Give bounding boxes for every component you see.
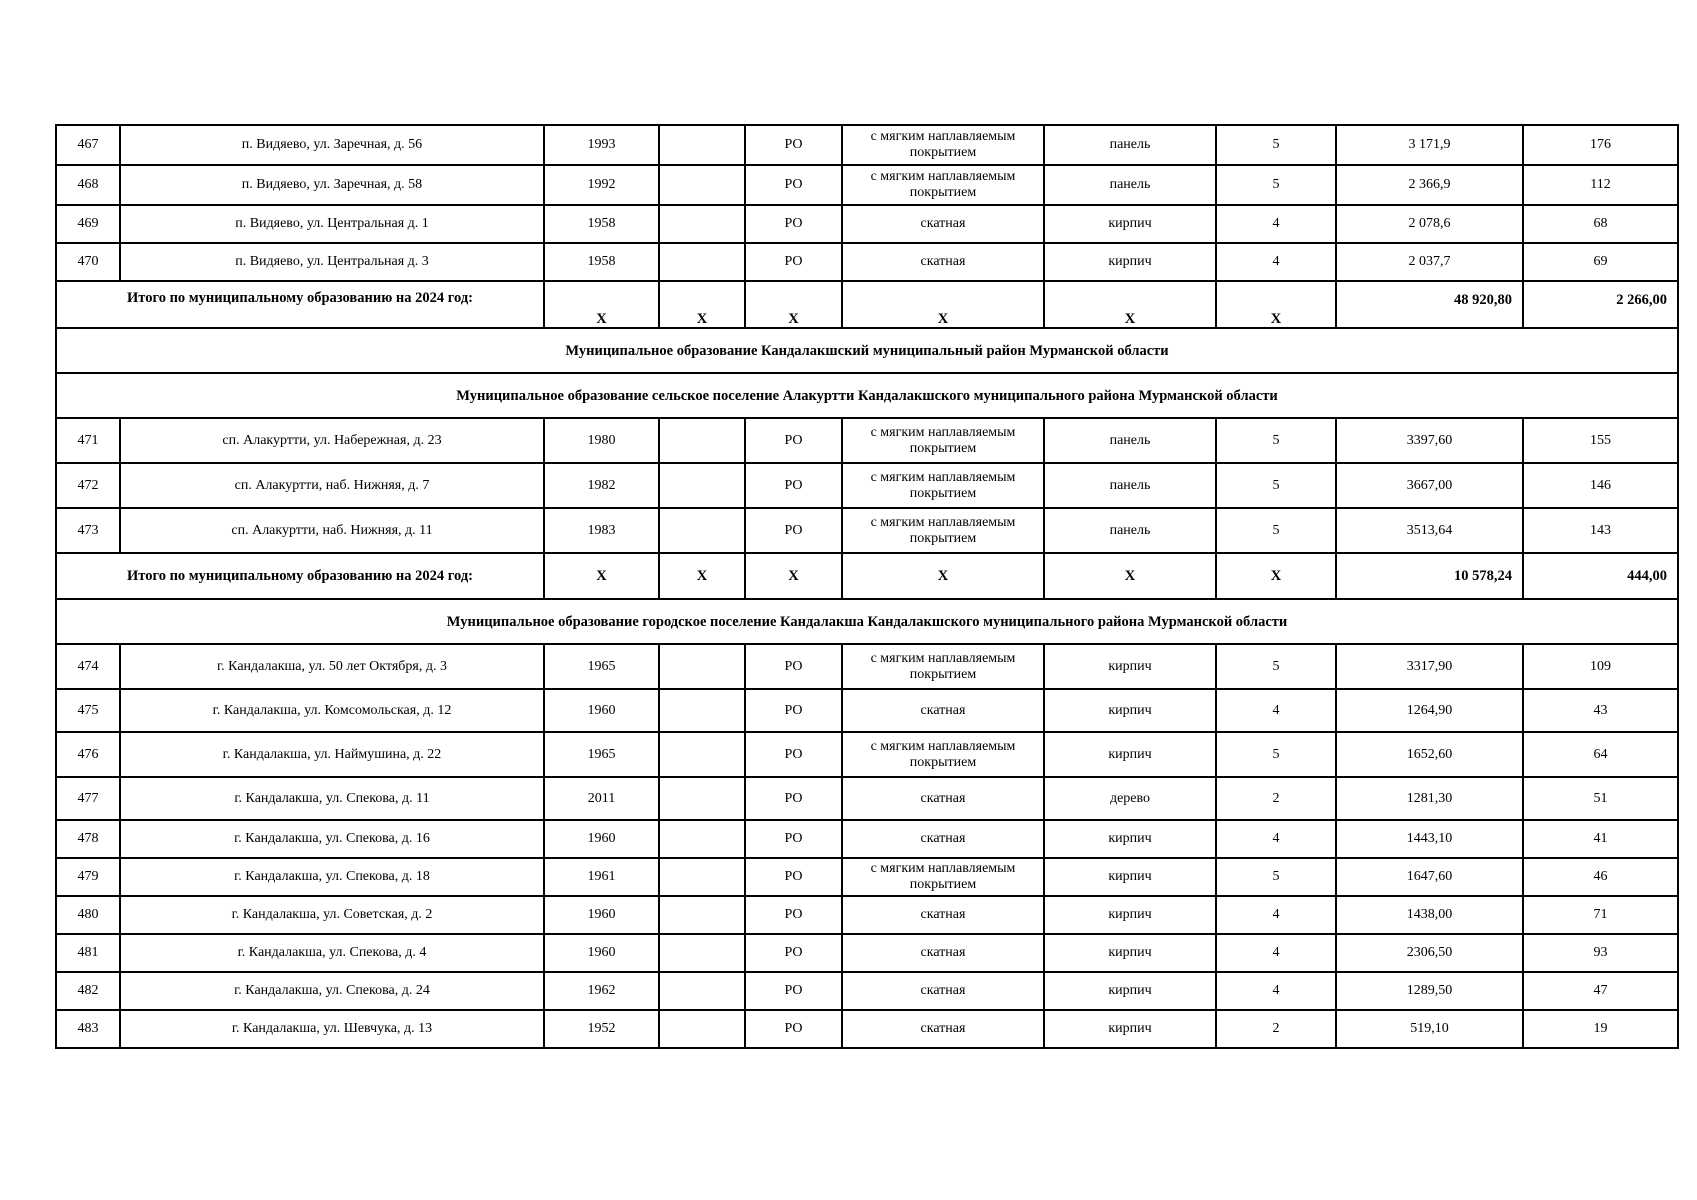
section-title: Муниципальное образование Кандалакшский муниципальный район Мурманской области [56, 328, 1678, 373]
residents-cell: 47 [1523, 972, 1678, 1010]
table-row [56, 418, 1678, 463]
total-x-cell: X [1216, 281, 1336, 328]
table-row [56, 689, 1678, 732]
address-cell: г. Кандалакша, ул. Спекова, д. 16 [120, 820, 544, 858]
address-cell: г. Кандалакша, ул. 50 лет Октября, д. 3 [120, 644, 544, 689]
year-built-cell: 1952 [544, 1010, 659, 1048]
empty-cell [659, 820, 745, 858]
year-built-cell: 1960 [544, 934, 659, 972]
total-count: 2 266,00 [1523, 281, 1678, 328]
table-row [56, 732, 1678, 777]
empty-cell [659, 689, 745, 732]
year-built-cell: 1960 [544, 896, 659, 934]
floors-cell: 5 [1216, 858, 1336, 896]
area-cell: 1264,90 [1336, 689, 1523, 732]
year-built-cell: 1960 [544, 820, 659, 858]
housing-register-table [55, 124, 1679, 1049]
floors-cell: 4 [1216, 820, 1336, 858]
address-cell: г. Кандалакша, ул. Наймушина, д. 22 [120, 732, 544, 777]
wall-material-cell: кирпич [1044, 243, 1216, 281]
address-cell: г. Кандалакша, ул. Шевчука, д. 13 [120, 1010, 544, 1048]
rows-group-c [56, 644, 1678, 1048]
floors-cell: 5 [1216, 165, 1336, 205]
wall-material-cell: панель [1044, 125, 1216, 165]
address-cell: г. Кандалакша, ул. Спекова, д. 18 [120, 858, 544, 896]
floors-cell: 4 [1216, 205, 1336, 243]
area-cell: 2306,50 [1336, 934, 1523, 972]
roof-type-cell: с мягким наплавляемым покрытием [842, 463, 1044, 508]
roof-type-cell: скатная [842, 972, 1044, 1010]
program-cell: РО [745, 732, 842, 777]
row-number-cell: 476 [56, 732, 120, 777]
area-cell: 1281,30 [1336, 777, 1523, 820]
roof-type-cell: скатная [842, 896, 1044, 934]
rows-group-b [56, 418, 1678, 553]
wall-material-cell: кирпич [1044, 858, 1216, 896]
area-cell: 3317,90 [1336, 644, 1523, 689]
residents-cell: 41 [1523, 820, 1678, 858]
year-built-cell: 1965 [544, 732, 659, 777]
roof-type-cell: с мягким наплавляемым покрытием [842, 732, 1044, 777]
year-built-cell: 1958 [544, 243, 659, 281]
wall-material-cell: панель [1044, 165, 1216, 205]
program-cell: РО [745, 972, 842, 1010]
wall-material-cell: панель [1044, 418, 1216, 463]
wall-material-cell: кирпич [1044, 1010, 1216, 1048]
year-built-cell: 1982 [544, 463, 659, 508]
program-cell: РО [745, 1010, 842, 1048]
wall-material-cell: кирпич [1044, 205, 1216, 243]
section-title: Муниципальное образование сельское поселение Алакуртти Кандалакшского муниципального района Мурманской области [56, 373, 1678, 418]
roof-type-cell: скатная [842, 934, 1044, 972]
empty-cell [659, 1010, 745, 1048]
row-number-cell: 479 [56, 858, 120, 896]
program-cell: РО [745, 858, 842, 896]
row-number-cell: 478 [56, 820, 120, 858]
floors-cell: 2 [1216, 777, 1336, 820]
area-cell: 1438,00 [1336, 896, 1523, 934]
floors-cell: 4 [1216, 243, 1336, 281]
residents-cell: 146 [1523, 463, 1678, 508]
empty-cell [659, 418, 745, 463]
total-row [56, 281, 1678, 328]
empty-cell [659, 508, 745, 553]
address-cell: п. Видяево, ул. Заречная, д. 58 [120, 165, 544, 205]
residents-cell: 51 [1523, 777, 1678, 820]
floors-cell: 4 [1216, 689, 1336, 732]
residents-cell: 19 [1523, 1010, 1678, 1048]
area-cell: 519,10 [1336, 1010, 1523, 1048]
row-number-cell: 472 [56, 463, 120, 508]
year-built-cell: 1962 [544, 972, 659, 1010]
row-number-cell: 469 [56, 205, 120, 243]
year-built-cell: 1983 [544, 508, 659, 553]
address-cell: сп. Алакуртти, наб. Нижняя, д. 7 [120, 463, 544, 508]
year-built-cell: 1992 [544, 165, 659, 205]
total-x-cell: X [1216, 553, 1336, 599]
program-cell: РО [745, 896, 842, 934]
table-row [56, 243, 1678, 281]
table-row [56, 165, 1678, 205]
year-built-cell: 2011 [544, 777, 659, 820]
year-built-cell: 1961 [544, 858, 659, 896]
program-cell: РО [745, 508, 842, 553]
rows-group-a [56, 125, 1678, 281]
roof-type-cell: с мягким наплавляемым покрытием [842, 644, 1044, 689]
table-row [56, 1010, 1678, 1048]
area-cell: 3513,64 [1336, 508, 1523, 553]
empty-cell [659, 205, 745, 243]
roof-type-cell: с мягким наплавляемым покрытием [842, 418, 1044, 463]
roof-type-cell: с мягким наплавляемым покрытием [842, 165, 1044, 205]
table-row [56, 858, 1678, 896]
floors-cell: 5 [1216, 125, 1336, 165]
residents-cell: 46 [1523, 858, 1678, 896]
table-row [56, 508, 1678, 553]
address-cell: г. Кандалакша, ул. Спекова, д. 24 [120, 972, 544, 1010]
roof-type-cell: скатная [842, 205, 1044, 243]
empty-cell [659, 732, 745, 777]
program-cell: РО [745, 418, 842, 463]
program-cell: РО [745, 644, 842, 689]
total-area: 48 920,80 [1336, 281, 1523, 328]
program-cell: РО [745, 125, 842, 165]
row-number-cell: 483 [56, 1010, 120, 1048]
table-row [56, 820, 1678, 858]
program-cell: РО [745, 689, 842, 732]
roof-type-cell: скатная [842, 777, 1044, 820]
floors-cell: 5 [1216, 732, 1336, 777]
floors-cell: 5 [1216, 508, 1336, 553]
wall-material-cell: кирпич [1044, 644, 1216, 689]
area-cell: 3 171,9 [1336, 125, 1523, 165]
empty-cell [659, 934, 745, 972]
table-row [56, 463, 1678, 508]
wall-material-cell: панель [1044, 463, 1216, 508]
row-number-cell: 475 [56, 689, 120, 732]
empty-cell [659, 972, 745, 1010]
total-x-cell: X [659, 281, 745, 328]
empty-cell [659, 777, 745, 820]
residents-cell: 93 [1523, 934, 1678, 972]
residents-cell: 69 [1523, 243, 1678, 281]
total-x-cell: X [842, 281, 1044, 328]
section-header-row [56, 373, 1678, 418]
total-label: Итого по муниципальному образованию на 2024 год: [56, 553, 544, 599]
floors-cell: 5 [1216, 463, 1336, 508]
total-x-cell: X [745, 281, 842, 328]
table-row [56, 972, 1678, 1010]
section-header-row [56, 328, 1678, 373]
area-cell: 1647,60 [1336, 858, 1523, 896]
floors-cell: 4 [1216, 972, 1336, 1010]
wall-material-cell: кирпич [1044, 820, 1216, 858]
residents-cell: 143 [1523, 508, 1678, 553]
row-number-cell: 470 [56, 243, 120, 281]
floors-cell: 2 [1216, 1010, 1336, 1048]
wall-material-cell: кирпич [1044, 896, 1216, 934]
area-cell: 2 037,7 [1336, 243, 1523, 281]
area-cell: 1443,10 [1336, 820, 1523, 858]
total-area: 10 578,24 [1336, 553, 1523, 599]
area-cell: 3397,60 [1336, 418, 1523, 463]
floors-cell: 5 [1216, 644, 1336, 689]
roof-type-cell: скатная [842, 1010, 1044, 1048]
roof-type-cell: скатная [842, 820, 1044, 858]
year-built-cell: 1980 [544, 418, 659, 463]
area-cell: 3667,00 [1336, 463, 1523, 508]
table-row [56, 644, 1678, 689]
residents-cell: 176 [1523, 125, 1678, 165]
wall-material-cell: кирпич [1044, 732, 1216, 777]
total-row [56, 553, 1678, 599]
program-cell: РО [745, 205, 842, 243]
program-cell: РО [745, 463, 842, 508]
empty-cell [659, 896, 745, 934]
roof-type-cell: с мягким наплавляемым покрытием [842, 125, 1044, 165]
residents-cell: 68 [1523, 205, 1678, 243]
area-cell: 1652,60 [1336, 732, 1523, 777]
floors-cell: 5 [1216, 418, 1336, 463]
floors-cell: 4 [1216, 896, 1336, 934]
floors-cell: 4 [1216, 934, 1336, 972]
row-number-cell: 482 [56, 972, 120, 1010]
program-cell: РО [745, 934, 842, 972]
row-number-cell: 468 [56, 165, 120, 205]
year-built-cell: 1960 [544, 689, 659, 732]
wall-material-cell: кирпич [1044, 934, 1216, 972]
year-built-cell: 1993 [544, 125, 659, 165]
row-number-cell: 474 [56, 644, 120, 689]
row-number-cell: 473 [56, 508, 120, 553]
area-cell: 1289,50 [1336, 972, 1523, 1010]
total-group-b [56, 553, 1678, 644]
empty-cell [659, 463, 745, 508]
row-number-cell: 481 [56, 934, 120, 972]
total-x-cell: X [544, 553, 659, 599]
address-cell: г. Кандалакша, ул. Комсомольская, д. 12 [120, 689, 544, 732]
section-header-row [56, 599, 1678, 644]
total-label: Итого по муниципальному образованию на 2024 год: [56, 281, 544, 328]
residents-cell: 155 [1523, 418, 1678, 463]
total-x-cell: X [1044, 553, 1216, 599]
wall-material-cell: дерево [1044, 777, 1216, 820]
total-x-cell: X [544, 281, 659, 328]
area-cell: 2 078,6 [1336, 205, 1523, 243]
address-cell: п. Видяево, ул. Центральная д. 1 [120, 205, 544, 243]
table-row [56, 125, 1678, 165]
table-row [56, 934, 1678, 972]
total-x-cell: X [745, 553, 842, 599]
program-cell: РО [745, 243, 842, 281]
residents-cell: 64 [1523, 732, 1678, 777]
address-cell: п. Видяево, ул. Центральная д. 3 [120, 243, 544, 281]
total-x-cell: X [1044, 281, 1216, 328]
year-built-cell: 1965 [544, 644, 659, 689]
empty-cell [659, 243, 745, 281]
address-cell: сп. Алакуртти, наб. Нижняя, д. 11 [120, 508, 544, 553]
empty-cell [659, 125, 745, 165]
row-number-cell: 480 [56, 896, 120, 934]
empty-cell [659, 858, 745, 896]
section-title: Муниципальное образование городское поселение Кандалакша Кандалакшского муниципального района Мурманской области [56, 599, 1678, 644]
roof-type-cell: с мягким наплавляемым покрытием [842, 508, 1044, 553]
residents-cell: 112 [1523, 165, 1678, 205]
year-built-cell: 1958 [544, 205, 659, 243]
area-cell: 2 366,9 [1336, 165, 1523, 205]
row-number-cell: 477 [56, 777, 120, 820]
residents-cell: 71 [1523, 896, 1678, 934]
total-x-cell: X [842, 553, 1044, 599]
address-cell: г. Кандалакша, ул. Спекова, д. 4 [120, 934, 544, 972]
residents-cell: 43 [1523, 689, 1678, 732]
address-cell: сп. Алакуртти, ул. Набережная, д. 23 [120, 418, 544, 463]
total-x-cell: X [659, 553, 745, 599]
program-cell: РО [745, 165, 842, 205]
residents-cell: 109 [1523, 644, 1678, 689]
wall-material-cell: панель [1044, 508, 1216, 553]
roof-type-cell: скатная [842, 243, 1044, 281]
table-row [56, 205, 1678, 243]
total-count: 444,00 [1523, 553, 1678, 599]
address-cell: г. Кандалакша, ул. Спекова, д. 11 [120, 777, 544, 820]
roof-type-cell: скатная [842, 689, 1044, 732]
roof-type-cell: с мягким наплавляемым покрытием [842, 858, 1044, 896]
wall-material-cell: кирпич [1044, 689, 1216, 732]
program-cell: РО [745, 777, 842, 820]
total-group-a [56, 281, 1678, 418]
program-cell: РО [745, 820, 842, 858]
address-cell: г. Кандалакша, ул. Советская, д. 2 [120, 896, 544, 934]
empty-cell [659, 644, 745, 689]
table-row [56, 777, 1678, 820]
empty-cell [659, 165, 745, 205]
address-cell: п. Видяево, ул. Заречная, д. 56 [120, 125, 544, 165]
row-number-cell: 467 [56, 125, 120, 165]
wall-material-cell: кирпич [1044, 972, 1216, 1010]
table-row [56, 896, 1678, 934]
row-number-cell: 471 [56, 418, 120, 463]
